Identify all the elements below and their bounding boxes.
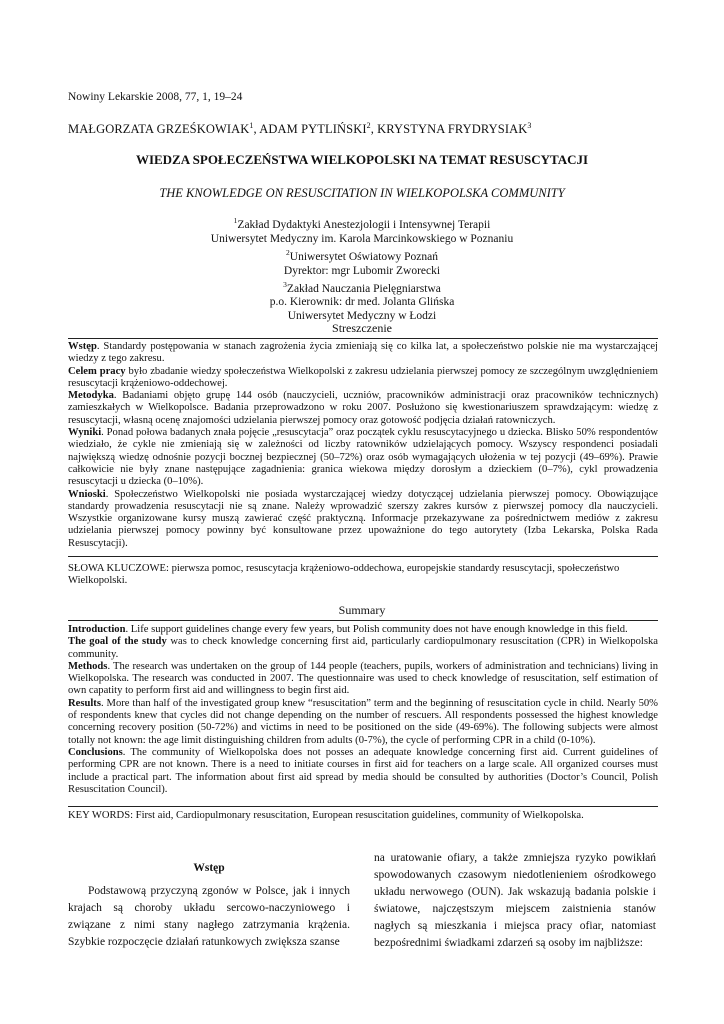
abstract-paragraph: [68, 636, 658, 661]
affiliations: [0, 214, 724, 323]
abstract-label: Results: [68, 697, 101, 709]
summary-heading: Summary: [338, 603, 386, 617]
body-paragraph: na uratowanie ofiary, a także zmniejsza ryzyko powikłań spowodowanych czasowym niedotlenieniem ośrodkowego układu nerwowego (OUN). Jak wskazują badania polskie i światowe, najczęstszym miejscem zaistnienia stanów nagłych są mieszkania i miejsca pracy ofiar, natomiast bezpośrednimi świadkami zdarzeń są osoby im najbliższe:: [374, 852, 656, 949]
polish-keywords: SŁOWA KLUCZOWE: pierwsza pomoc, resuscytacja krążeniowo-oddechowa, europejskie standardy resuscytacji, społeczeństwo Wielkopolski.: [68, 563, 620, 587]
streszczenie-abstract: [68, 341, 658, 550]
author-name: ADAM PYTLIŃSKI: [259, 122, 367, 137]
abstract-label: Wyniki: [68, 427, 102, 439]
abstract-label: Methods: [68, 660, 108, 672]
affiliation-number: 3: [283, 279, 287, 289]
english-keywords: KEY WORDS: First aid, Cardiopulmonary resuscitation, European resuscitation guidelines, community of Wielkopolska.: [68, 810, 584, 821]
author-name: MAŁGORZATA GRZEŚKOWIAK: [68, 122, 250, 137]
abstract-text: . The research was undertaken on the group of 144 people (teachers, pupils, workers of administration and technicians) living in Wielkopolska. The research was conducted in 2007. The questionnaire was used to check knowledge of resuscitation, self estimation of own capatity to perform first aid and willingness to begin first aid.: [68, 660, 658, 697]
abstract-text: . Life support guidelines change every few years, but Polish community does not have enough knowledge in this field.: [125, 624, 628, 635]
abstract-label: Celem pracy: [68, 365, 126, 377]
author-affiliation-number: 3: [527, 121, 532, 130]
abstract-paragraph: [68, 489, 658, 550]
abstract-text: was to check knowledge concerning first aid, particularly cardiopulmonary resuscitation (CPR) in Wielkopolska community.: [68, 636, 659, 660]
affiliation-line: [0, 278, 724, 296]
affiliation-text: Zakład Dydaktyki Anestezjologii i Intensywnej Terapii: [237, 218, 491, 231]
author-affiliation-number: 2: [366, 121, 371, 130]
abstract-text: . More than half of the investigated group knew “resuscitation” term and the beginning of resuscitation cycle in child. Nearly 50% of respondents knew that cycles did not change depending on the number of rescuers. All respondents possessed the highest knowledge concerning recovery position (50-72%) and victims in need to be positioned on the side (49-69%). The following subjects were almost totally not known: the age limit distinguishing children from adults (0-7%), the cycle of performing CPR in a child (0-10%).: [68, 697, 658, 746]
divider: [68, 556, 658, 557]
affiliation-text: Uniwersytet Medyczny im. Karola Marcinkowskiego w Poznaniu: [210, 232, 514, 245]
affiliation-line: [0, 232, 724, 246]
affiliation-number: 2: [286, 247, 290, 257]
affiliation-line: [0, 264, 724, 278]
abstract-text: . The community of Wielkopolska does not posses an adequate knowledge concerning first aid. Current guidelines of performing CPR are not known. There is a need to initiate courses in first aid for teachers on a large scale. All organized courses must include a practical part. The information about first aid spread by media should be consulted by authorities (Doctor’s Council, Polish Resuscitation Council).: [68, 746, 658, 795]
author-list: MAŁGORZATA GRZEŚKOWIAK$^1$, ADAM PYTLIŃSKI$^2$, KRYSTYNA FRYDRYSIAK$^3$: [68, 121, 532, 137]
title-polish: WIEDZA SPOŁECZEŃSTWA WIELKOPOLSKI NA TEMAT RESUSCYTACJI: [135, 152, 589, 167]
affiliation-text: Zakład Nauczania Pielęgniarstwa: [286, 282, 441, 295]
affiliation-text: Dyrektor: mgr Lubomir Zworecki: [283, 264, 441, 277]
author-affiliation-number: 1: [249, 121, 254, 130]
affiliation-text: Uniwersytet Medyczny w Łodzi: [287, 310, 437, 323]
abstract-label: Introduction: [68, 624, 126, 635]
abstract-paragraph: [68, 427, 658, 488]
body-column-right: [374, 850, 656, 952]
affiliation-text: Uniwersytet Oświatowy Poznań: [289, 250, 438, 263]
affiliation-line: [0, 246, 724, 264]
affiliation-line: [0, 295, 724, 309]
abstract-paragraph: [68, 341, 658, 366]
streszczenie-heading: Streszczenie: [332, 321, 392, 335]
abstract-text: . Ponad połowa badanych znała pojęcie „resuscytacja” oraz początek cyklu resuscytacyjnego u dziecka. Blisko 50% respondentów wiedziało, że cykle nie zmieniają się w zależności od liczby ratowników udzielających pomocy. Wszyscy respondenci posiadali największą wiedzę odnośnie pozycji bocznej bezpiecznej (50–72%) oraz osób wymagających ułożenia w tej pozycji (49–69%). Prawie całkowicie nie były znane następujące zagadnienia: granica wiekowa między dorosłym a dzieckiem (0–7%), cykl prowadzenia resuscytacji u dziecka (0–10%).: [68, 427, 658, 488]
journal-citation: Nowiny Lekarskie 2008, 77, 1, 19–24: [68, 91, 243, 103]
abstract-label: Wstęp: [68, 341, 97, 352]
title-english: THE KNOWLEDGE ON RESUSCITATION IN WIELKOPOLSKA COMMUNITY: [159, 186, 565, 200]
abstract-text: . Badaniami objęto grupę 144 osób (nauczycieli, uczniów, pracowników administracji oraz pracowników technicznych) zamieszkałych w Wielkopolsce. Badania przeprowadzono w roku 2007. Posłużono się kwestionariuszem sprawdzającym: wiedzę z resuscytacji, własną ocenę znajomości udzielania pierwszej pomocy oraz gotowość podjęcia działań ratowniczych.: [68, 390, 658, 426]
body-column-left: [68, 850, 350, 951]
abstract-paragraph: [68, 698, 658, 747]
section-heading: Wstęp: [193, 862, 225, 874]
affiliation-text: p.o. Kierownik: dr med. Jolanta Glińska: [269, 296, 455, 309]
divider: [68, 338, 658, 339]
divider: [68, 806, 658, 807]
abstract-paragraph: [68, 747, 658, 796]
abstract-paragraph: [68, 624, 658, 636]
abstract-text: . Społeczeństwo Wielkopolski nie posiada wystarczającej wiedzy dotyczącej udzielania pierwszej pomocy. Obowiązujące standardy prowadzenia resuscytacji nie są znane. Należy wprowadzić szerszy zakres kursów z pierwszej pomocy dla nauczycieli. Wszystkie organizowane kursy muszą zawierać część praktyczną. Informacje przekazywane za pośrednictwem mediów z zakresu udzielania pierwszej pomocy powinny być konsultowane przez upoważnione do tego autorytety (Izba Lekarska, Polska Rada Resuscytacji).: [68, 488, 658, 549]
abstract-paragraph: [68, 390, 658, 427]
abstract-label: The goal of the study: [68, 636, 167, 648]
body-paragraph: Podstawową przyczyną zgonów w Polsce, jak i innych krajach są choroby układu sercowo-naczyniowego i związane z nimi stany nagłego zatrzymania krążenia. Szybkie rozpoczęcie działań ratunkowych zwiększa szanse: [68, 885, 350, 948]
affiliation-number: 1: [233, 216, 238, 225]
affiliation-line: [0, 214, 724, 232]
abstract-label: Metodyka: [68, 390, 114, 402]
abstract-text: . Standardy postępowania w stanach zagrożenia życia zmieniają się co kilka lat, a społeczeństwo polskie nie ma wystarczającej wiedzy z tego zakresu.: [68, 341, 658, 365]
abstract-paragraph: [68, 366, 658, 391]
abstract-label: Wnioski: [68, 488, 106, 500]
author-name: KRYSTYNA FRYDRYSIAK: [377, 122, 528, 137]
abstract-paragraph: [68, 661, 658, 698]
abstract-text: było zbadanie wiedzy społeczeństwa Wielkopolski z zakresu udzielania pierwszej pomocy ze szczególnym uwzględnieniem resuscytacji krążeniowo-oddechowej.: [68, 365, 658, 389]
summary-abstract: [68, 624, 658, 796]
divider: [68, 620, 658, 621]
abstract-label: Conclusions: [68, 746, 123, 758]
